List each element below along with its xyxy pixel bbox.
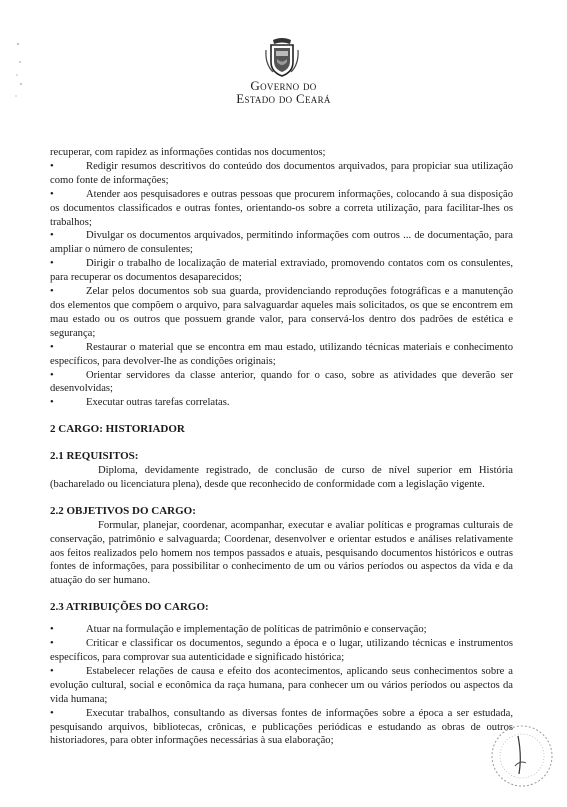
bullet-icon: • bbox=[50, 665, 54, 677]
bullet-icon: • bbox=[50, 397, 54, 409]
header-government: Governo do bbox=[250, 78, 317, 93]
list-item: • Atuar na formulação e implementação de políticas de patrimônio e conservação; bbox=[50, 624, 427, 636]
list-item: • Criticar e classificar os documentos, segundo a época e o lugar, utilizando técnicas e instrumentos específicos, para comprovar sua autenticidade e significado histórica; bbox=[50, 638, 513, 663]
section-heading-cargo: 2 CARGO: HISTORIADOR bbox=[50, 423, 185, 436]
coat-of-arms-icon bbox=[263, 36, 301, 78]
requisitos-text: Diploma, devidamente registrado, de conclusão de curso de nível superior em História (bacharelado ou licenciatura plena), desde que reconhecido de conformidade com a legislação vigente. bbox=[50, 465, 513, 490]
header-state: Estado do Ceará bbox=[236, 91, 331, 106]
bullet-icon: • bbox=[50, 286, 54, 298]
list-item: • Executar trabalhos, consultando as diversas fontes de informações sobre a época a ser estudada, pesquisando arquivos, bibliotecas, crônicas, e publicações periódicas e estudando as obras de outros historiadores, para obter informações necessárias à sua elaboração; bbox=[50, 707, 513, 747]
document-body bbox=[50, 146, 513, 748]
list-item: • Estabelecer relações de causa e efeito dos acontecimentos, aplicando seus conhecimentos sobre a evolução cultural, social e econômica da raça humana, para conhecer um ou vários períodos ou aspectos da vida humana; bbox=[50, 665, 513, 705]
bullet-icon: • bbox=[50, 230, 54, 242]
list-item: • Redigir resumos descritivos do conteúdo dos documentos arquivados, para propiciar sua utilização como fonte de informações; bbox=[50, 160, 513, 186]
bullet-list-historian bbox=[50, 623, 513, 748]
section-heading-atribuicoes: 2.3 ATRIBUIÇÕES DO CARGO: bbox=[50, 601, 209, 614]
list-item: • Divulgar os documentos arquivados, permitindo informações com outros ... de documentação, para ampliar o número de consulentes; bbox=[50, 230, 513, 256]
list-item: • Executar outras tarefas correlatas. bbox=[50, 397, 230, 409]
section-heading-objetivos: 2.2 OBJETIVOS DO CARGO: bbox=[50, 504, 196, 517]
list-item: • Orientar servidores da classe anterior, quando for o caso, sobre as atividades que deverão ser desenvolvidas; bbox=[50, 369, 513, 395]
bullet-icon: • bbox=[50, 707, 54, 719]
list-item: • Dirigir o trabalho de localização de material extraviado, promovendo contatos com os consulentes, para recuperar os documentos desaparecidos; bbox=[50, 258, 513, 284]
list-item: • Zelar pelos documentos sob sua guarda, providenciando reproduções fotográficas e a manutenção dos elementos que compõem o arquivo, para salvaguardar aqueles mais solicitados, os que se encontrem em mau estado ou os outros que possuem grande valor, para conservá-los dentro dos padrões de estética e segurança; bbox=[50, 286, 513, 339]
bullet-list-archivist bbox=[50, 160, 513, 410]
bullet-icon: • bbox=[50, 188, 54, 200]
opening-line: recuperar, com rapidez as informações contidas nos documentos; bbox=[50, 147, 326, 158]
stamp-icon bbox=[478, 716, 558, 796]
list-item: • Atender aos pesquisadores e outras pessoas que procurem informações, colocando à sua disposição os documentos classificados e outras fontes, orientando-os sobre a correta utilização, para facilitar-lhes os trabalhos; bbox=[50, 188, 513, 228]
bullet-icon: • bbox=[50, 624, 54, 636]
bullet-icon: • bbox=[50, 160, 54, 172]
bullet-icon: • bbox=[50, 341, 54, 353]
bullet-icon: • bbox=[50, 638, 54, 650]
bullet-icon: • bbox=[50, 369, 54, 381]
bullet-icon: • bbox=[50, 258, 54, 270]
section-heading-requisitos: 2.1 REQUISITOS: bbox=[50, 450, 139, 463]
objetivos-text: Formular, planejar, coordenar, acompanhar, executar e avaliar políticas e programas culturais de conservação, patrimônio e salvaguarda; Coordenar, desenvolver e orientar estudos e análises relativamente aos feitos realizados pelo homem nos tempos passados e atuais, pesquisando documentos históricos e outras fontes de informações, para possibilitar o conhecimento de um ou vários períodos ou aspectos da vida e da atuação do ser humano. bbox=[50, 519, 513, 587]
list-item: • Restaurar o material que se encontra em mau estado, utilizando técnicas materiais e conhecimento específicos, para devolver-lhe as condições originais; bbox=[50, 341, 513, 367]
